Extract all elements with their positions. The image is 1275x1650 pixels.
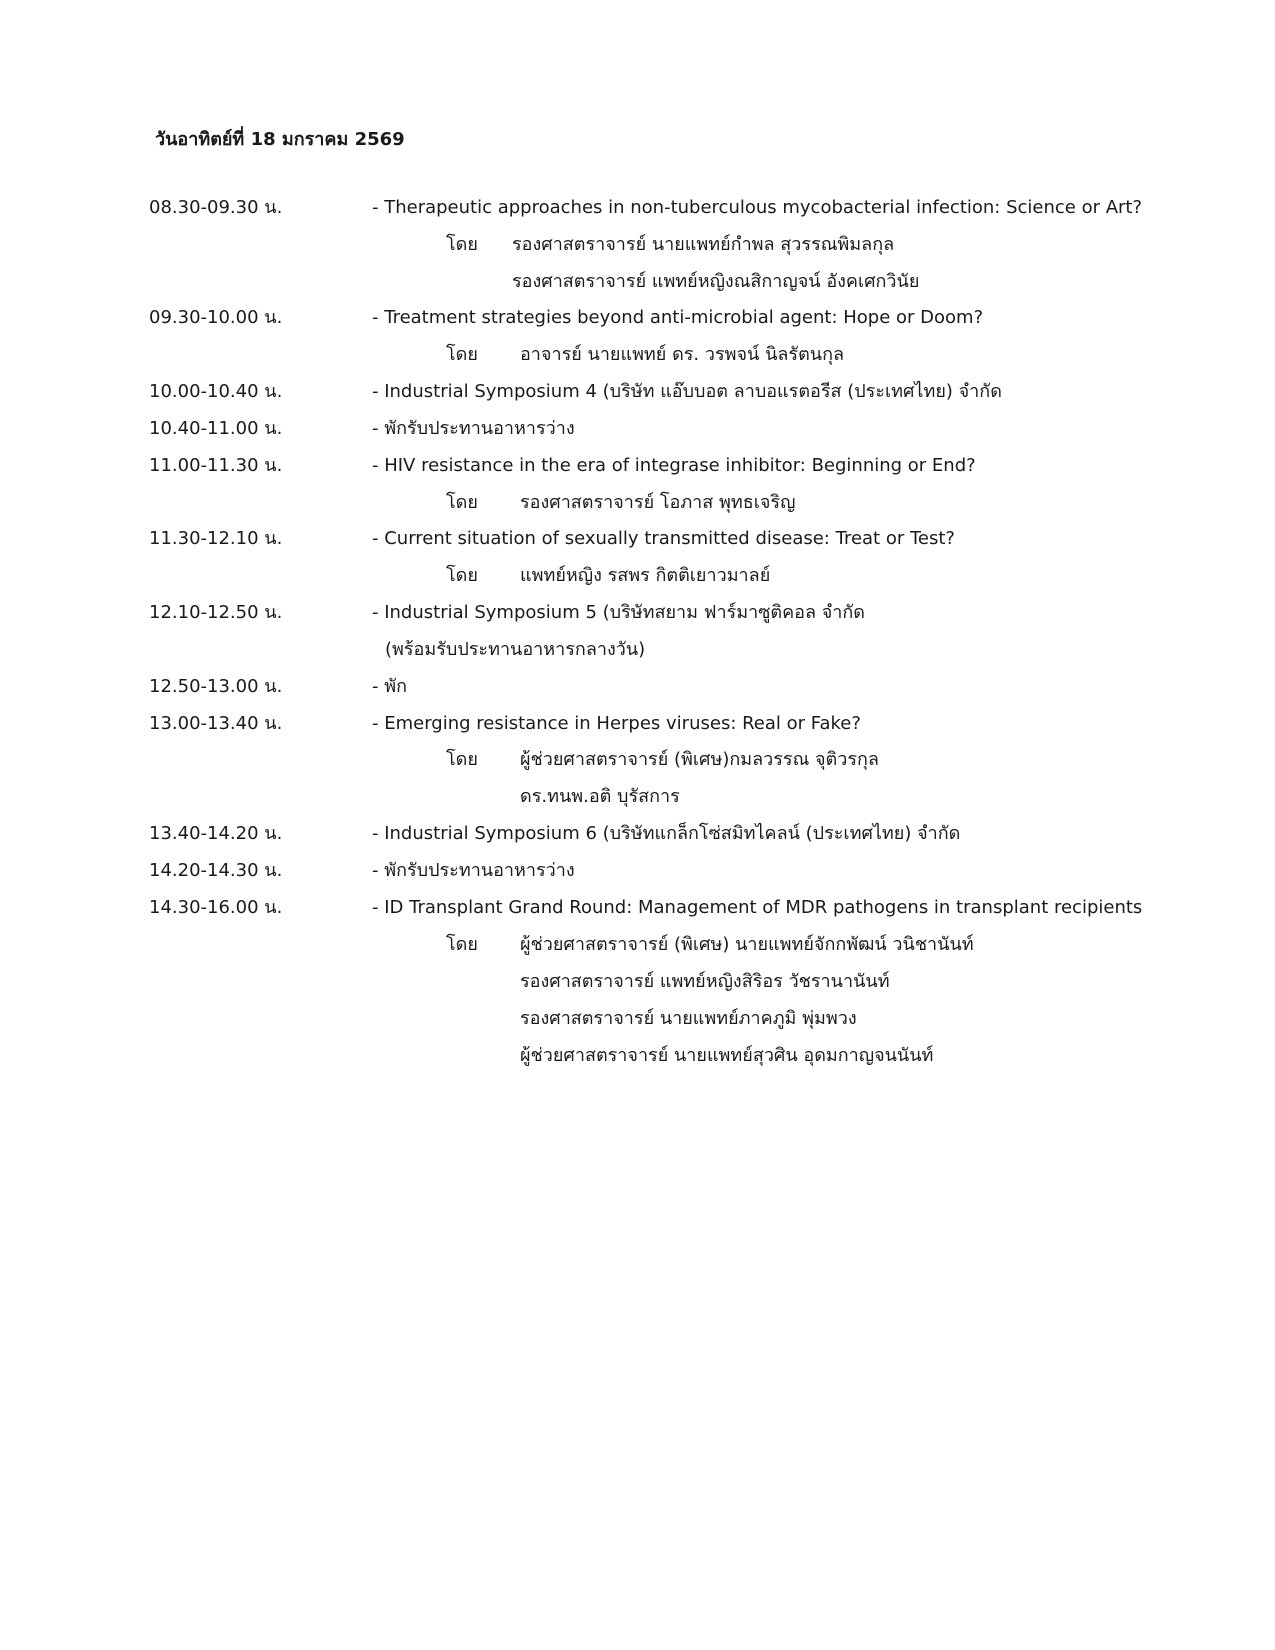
speaker-name: ผู้ช่วยศาสตราจารย์ (พิเศษ) นายแพทย์จักกพัฒน์ วนิชานันท์ xyxy=(520,934,974,955)
topic-continuation-row xyxy=(0,635,1275,665)
schedule-row xyxy=(0,856,1275,886)
speaker-row xyxy=(0,267,1275,297)
speaker-name: รองศาสตราจารย์ นายแพทย์ภาคภูมิ พุ่มพวง xyxy=(520,1008,857,1029)
schedule-row xyxy=(0,451,1275,481)
speaker-row xyxy=(0,561,1275,591)
session-topic-continuation: (พร้อมรับประทานอาหารกลางวัน) xyxy=(385,639,646,660)
session-time: 14.20-14.30 น. xyxy=(149,860,283,881)
session-time: 11.30-12.10 น. xyxy=(149,528,283,549)
session-time: 09.30-10.00 น. xyxy=(149,307,283,328)
speaker-name: ผู้ช่วยศาสตราจารย์ (พิเศษ)กมลวรรณ จุติวรกุล xyxy=(520,749,879,770)
by-label: โดย xyxy=(446,344,478,365)
schedule-row xyxy=(0,598,1275,628)
by-label: โดย xyxy=(446,749,478,770)
by-label: โดย xyxy=(446,565,478,586)
by-label: โดย xyxy=(446,492,478,513)
speaker-row xyxy=(0,340,1275,370)
by-label: โดย xyxy=(446,234,478,255)
page-title: วันอาทิตย์ที่ 18 มกราคม 2569 xyxy=(155,129,405,150)
schedule-row xyxy=(0,819,1275,849)
session-topic: - Industrial Symposium 6 (บริษัทแกล็กโซ่สมิทไคลน์ (ประเทศไทย) จำกัด xyxy=(372,823,961,844)
speaker-name: อาจารย์ นายแพทย์ ดร. วรพจน์ นิลรัตนกุล xyxy=(520,344,845,365)
schedule-row xyxy=(0,193,1275,223)
speaker-row xyxy=(0,230,1275,260)
speaker-row xyxy=(0,967,1275,997)
speaker-name: รองศาสตราจารย์ โอภาส พุทธเจริญ xyxy=(520,492,796,513)
schedule-row xyxy=(0,377,1275,407)
session-time: 11.00-11.30 น. xyxy=(149,455,283,476)
session-topic: - Industrial Symposium 5 (บริษัทสยาม ฟาร์มาซูติคอล จำกัด xyxy=(372,602,865,623)
speaker-row xyxy=(0,1004,1275,1034)
speaker-row xyxy=(0,1041,1275,1071)
session-time: 12.10-12.50 น. xyxy=(149,602,283,623)
speaker-name: แพทย์หญิง รสพร กิตติเยาวมาลย์ xyxy=(520,565,771,586)
session-time: 10.00-10.40 น. xyxy=(149,381,283,402)
session-topic: - Treatment strategies beyond anti-microbial agent: Hope or Doom? xyxy=(372,307,984,328)
speaker-row xyxy=(0,745,1275,775)
session-time: 13.00-13.40 น. xyxy=(149,713,283,734)
session-topic: - Therapeutic approaches in non-tuberculous mycobacterial infection: Science or Art? xyxy=(372,197,1143,218)
schedule-row xyxy=(0,414,1275,444)
session-topic: - ID Transplant Grand Round: Management of MDR pathogens in transplant recipients xyxy=(372,897,1143,918)
schedule-row xyxy=(0,303,1275,333)
session-topic: - พักรับประทานอาหารว่าง xyxy=(372,860,575,881)
speaker-name: รองศาสตราจารย์ แพทย์หญิงณสิกาญจน์ อังคเศกวินัย xyxy=(512,271,920,292)
session-time: 08.30-09.30 น. xyxy=(149,197,283,218)
speaker-name: รองศาสตราจารย์ แพทย์หญิงสิริอร วัชรานานันท์ xyxy=(520,971,890,992)
session-topic: - Emerging resistance in Herpes viruses: Real or Fake? xyxy=(372,713,861,734)
session-time: 10.40-11.00 น. xyxy=(149,418,283,439)
session-topic: - พัก xyxy=(372,676,407,697)
speaker-row xyxy=(0,782,1275,812)
session-topic: - Current situation of sexually transmitted disease: Treat or Test? xyxy=(372,528,955,549)
session-topic: - HIV resistance in the era of integrase inhibitor: Beginning or End? xyxy=(372,455,976,476)
schedule-row xyxy=(0,672,1275,702)
schedule-row xyxy=(0,709,1275,739)
session-time: 14.30-16.00 น. xyxy=(149,897,283,918)
speaker-row xyxy=(0,488,1275,518)
session-time: 13.40-14.20 น. xyxy=(149,823,283,844)
session-topic: - พักรับประทานอาหารว่าง xyxy=(372,418,575,439)
speaker-name: ดร.ทนพ.อติ บุรัสการ xyxy=(520,786,680,807)
speaker-name: ผู้ช่วยศาสตราจารย์ นายแพทย์สุวศิน อุดมกาญจนนันท์ xyxy=(520,1045,934,1066)
session-topic: - Industrial Symposium 4 (บริษัท แอ๊บบอต ลาบอแรตอรีส (ประเทศไทย) จำกัด xyxy=(372,381,1002,402)
speaker-row xyxy=(0,930,1275,960)
schedule-row xyxy=(0,524,1275,554)
schedule-row xyxy=(0,893,1275,923)
session-time: 12.50-13.00 น. xyxy=(149,676,283,697)
by-label: โดย xyxy=(446,934,478,955)
speaker-name: รองศาสตราจารย์ นายแพทย์กำพล สุวรรณพิมลกุล xyxy=(512,234,895,255)
